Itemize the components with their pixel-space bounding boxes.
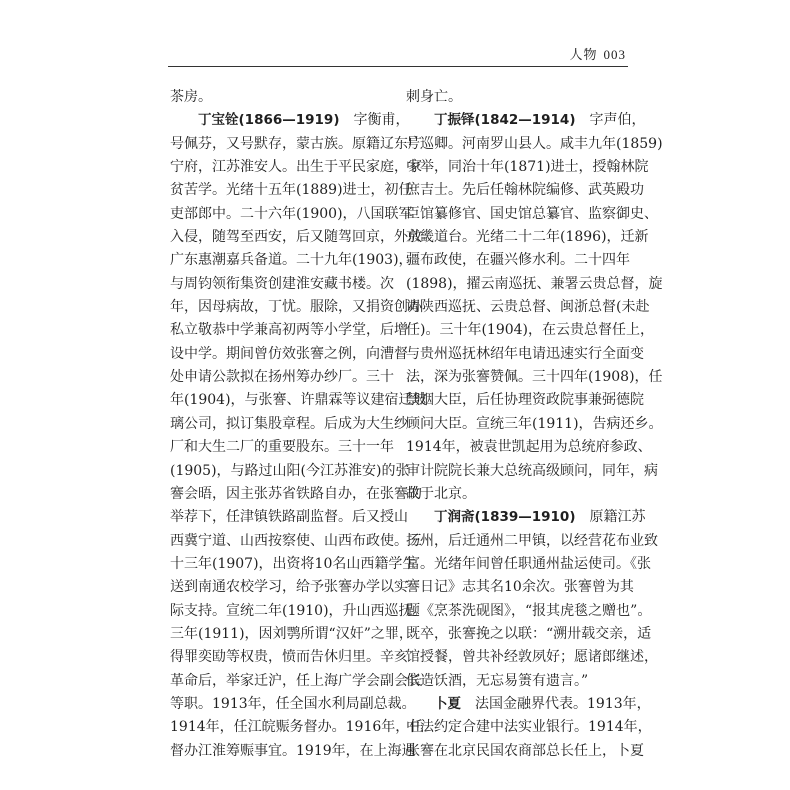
text-line: 謇日记》志其名10余次。张謇曾为其 — [406, 579, 634, 596]
text-line: 1914年，被袁世凯起用为总统府参政、 — [406, 439, 652, 456]
text-line: 调陕西巡抚、云贵总督、闽浙总督(未赴 — [406, 299, 650, 316]
text-line: 厂和大生二厂的重要股东。三十一年 — [170, 439, 394, 456]
text-line: 茶房。 — [170, 89, 212, 105]
text-line: 入侵，随驾至西安，后又随驾回京，外放 — [170, 229, 422, 246]
text-line: (1898)，擢云南巡抚、兼署云贵总督，旋 — [406, 275, 663, 292]
right-column — [406, 86, 663, 763]
text-line: 号佩芬，又号默存，蒙古族。原籍辽东广 — [170, 135, 422, 152]
text-line: 西冀宁道、山西按察使、山西布政使。三 — [170, 532, 422, 549]
text-line: 顾问大臣。宣统三年(1911)，告病还乡。 — [406, 415, 663, 432]
text-line: 张謇在北京民国农商部总长任上，卜夏 — [406, 742, 644, 759]
text-line: 璃公司，拟订集股章程。后成为大生纱 — [170, 415, 408, 432]
text-line: 宁府，江苏淮安人。出生于平民家庭，家 — [170, 159, 422, 176]
text-line: 傧造饫酒，无忘易箦有遗言。” — [406, 672, 589, 689]
text-line: 法，深为张謇赞佩。三十四年(1908)，任 — [406, 369, 663, 386]
page-number: 003 — [603, 47, 626, 62]
entry-years: (1839—1910) — [474, 509, 576, 526]
text-line: 设中学。期间曾仿效张謇之例，向漕督 — [170, 345, 408, 362]
text-line: 禁烟大臣，后任协理资政院事兼弼德院 — [406, 392, 644, 409]
text-line: 吏部郎中。二十六年(1900)，八国联军 — [170, 205, 413, 222]
entry-lead-text: 字声伯， — [575, 112, 646, 129]
text-line: 臣馆纂修官、国史馆总纂官、监察御史、 — [406, 205, 658, 222]
entry-years: (1866—1919) — [238, 112, 340, 129]
entry-years: (1842—1914) — [474, 112, 576, 129]
text-line: 疆布政使，在疆兴修水利。二十四年 — [406, 252, 630, 269]
entry-heading-ding-runzhai — [406, 506, 646, 529]
text-line: 私立敬恭中学兼高初两等小学堂，后增 — [170, 322, 408, 339]
entry-lead-text: 法国金融界代表。1913年， — [461, 695, 651, 712]
entry-lead-text: 字衡甫， — [339, 112, 410, 129]
text-line: 贫苦学。光绪十五年(1889)进士，初任 — [170, 182, 413, 199]
header-text — [569, 44, 626, 63]
text-line: 督办江淮筹赈事宜。1919年，在上海遇 — [170, 742, 416, 759]
text-line: 扬州，后迁通州二甲镇，以经营花布业致 — [406, 532, 658, 549]
text-line: 题《烹茶洗砚图》，“报其虎毯之赠也”。 — [406, 602, 652, 619]
text-line: 广东惠潮嘉兵备道。二十九年(1903)， — [170, 252, 413, 269]
text-line: 故于北京。 — [406, 485, 476, 502]
text-line: 与贵州巡抚林绍年电请迅速实行全面变 — [406, 345, 644, 362]
text-line: 富。光绪年间曾任职通州盐运使司。《张 — [406, 555, 651, 572]
running-header — [168, 40, 628, 67]
text-line: 年(1904)，与张謇、许鼎霖等议建宿迁玻 — [170, 392, 427, 409]
text-line: 馆授餐，曾共补经敦夙好；愿诸郎继述， — [406, 649, 658, 666]
entry-name: 卜夏 — [434, 695, 461, 712]
text-line: (1905)，与路过山阳(今江苏淮安)的张 — [170, 462, 410, 479]
text-line: 三年(1911)，因刘鹗所谓“汉奸”之罪， — [170, 625, 413, 642]
left-column — [170, 86, 427, 763]
text-line: 处申请公款拟在扬州筹办纱厂。三十 — [170, 369, 394, 386]
text-line: 十三年(1907)，出资将10名山西籍学生 — [170, 555, 417, 572]
text-line: 中举，同治十年(1871)进士，授翰林院 — [406, 159, 649, 176]
text-line: 謇会晤，因主张苏省铁路自办，在张謇的 — [170, 485, 422, 502]
text-line: 庶吉士。先后任翰林院编修、武英殿功 — [406, 182, 644, 199]
text-line: 年，因母病故，丁忧。服除，又捐资创办 — [170, 299, 422, 316]
entry-heading-bu-xia — [406, 693, 651, 716]
text-line: 等职。1913年，任全国水利局副总裁。 — [170, 695, 416, 712]
entry-heading-ding-zhenduo — [406, 109, 646, 132]
text-line: 际支持。宣统二年(1910)，升山西巡抚。 — [170, 602, 427, 619]
text-line: 得罪奕劻等权贵，愤而告休归里。辛亥 — [170, 649, 408, 666]
entry-heading-ding-baoquan — [170, 109, 410, 132]
text-line: 号巡卿。河南罗山县人。咸丰九年(1859) — [406, 135, 663, 152]
entry-name: 丁宝铨 — [198, 112, 239, 129]
text-line: 京畿道台。光绪二十二年(1896)，迁新 — [406, 229, 649, 246]
entry-lead-text: 原籍江苏 — [575, 509, 646, 526]
text-line: 既卒，张謇挽之以联：“溯卅载交亲，适 — [406, 625, 652, 642]
entry-name: 丁振铎 — [434, 112, 475, 129]
entry-name: 丁润斋 — [434, 509, 475, 526]
text-line: 任)。三十年(1904)，在云贵总督任上， — [406, 322, 655, 339]
text-line: 举荐下，任津镇铁路副监督。后又授山 — [170, 509, 408, 526]
text-line: 与周钧领衔集资创建淮安藏书楼。次 — [170, 275, 394, 292]
section-title: 人物 — [569, 48, 598, 63]
text-line: 审计院院长兼大总统高级顾问，同年，病 — [406, 462, 658, 479]
text-line: 1914年，任江皖赈务督办。1916年，任 — [170, 719, 424, 736]
text-line: 送到南通农校学习，给予张謇办学以实 — [170, 579, 408, 596]
text-line: 革命后，举家迁沪，任上海广学会副会长 — [170, 672, 422, 689]
text-line: 中法约定合建中法实业银行。1914年， — [406, 719, 652, 736]
text-line: 刺身亡。 — [406, 89, 462, 105]
